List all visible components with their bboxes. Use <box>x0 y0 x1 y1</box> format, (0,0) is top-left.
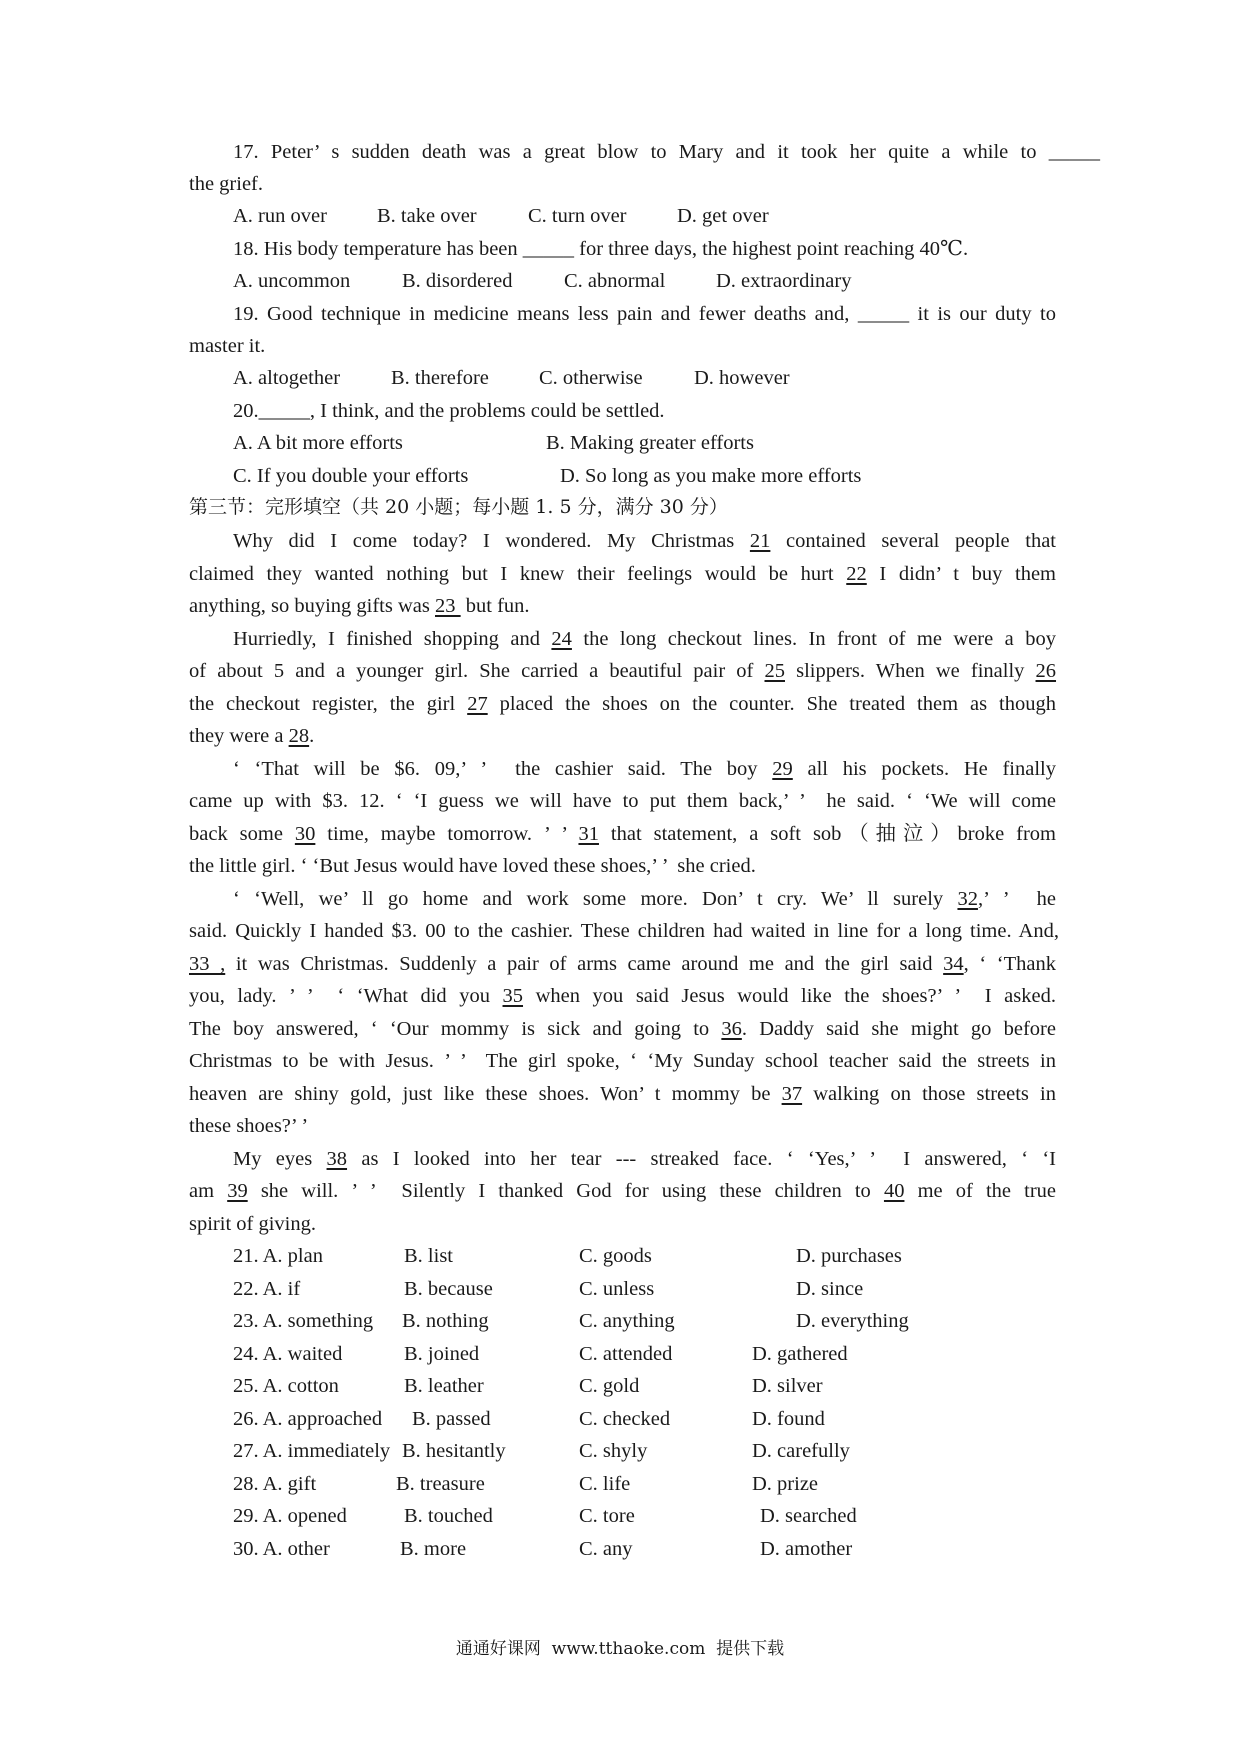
blank-27: 27 <box>467 693 488 715</box>
passage-line: ‘ ‘Well, we’ ll go home and work some more. Don’ t cry. We’ ll surely 32,’ ’ he <box>233 888 1056 910</box>
cloze-option: 22. A. if <box>233 1278 301 1300</box>
passage-line: they were a 28. <box>189 725 315 747</box>
cloze-option: C. life <box>579 1473 631 1495</box>
cloze-option: 29. A. opened <box>233 1505 347 1527</box>
cloze-option: C. checked <box>579 1408 671 1430</box>
cloze-option: B. treasure <box>396 1473 485 1495</box>
passage-line: anything, so buying gifts was 23 but fun. <box>189 595 530 617</box>
question-19-option-b: B. therefore <box>391 367 489 389</box>
passage-line: Hurriedly, I finished shopping and 24 the long checkout lines. In front of me were a boy <box>233 628 1056 650</box>
question-18-option-b: B. disordered <box>402 270 513 292</box>
passage-line: said. Quickly I handed $3. 00 to the cashier. These children had waited in line for a long time. And, <box>189 920 1059 942</box>
question-17-stem-continued: the grief. <box>189 173 263 195</box>
passage-line: ‘ ‘That will be $6. 09,’ ’ the cashier said. The boy 29 all his pockets. He finally <box>233 758 1056 780</box>
cloze-option: B. touched <box>404 1505 493 1527</box>
passage-line: 33 , it was Christmas. Suddenly a pair of arms came around me and the girl said 34, ‘ ‘Thank <box>189 953 1056 975</box>
passage-line: of about 5 and a younger girl. She carried a beautiful pair of 25 slippers. When we finally 26 <box>189 660 1057 682</box>
cloze-option: 30. A. other <box>233 1538 330 1560</box>
blank-32: 32 <box>957 888 978 910</box>
passage-line: am 39 she will. ’ ’ Silently I thanked God for using these children to 40 me of the true <box>189 1180 1057 1202</box>
cloze-option: 21. A. plan <box>233 1245 323 1267</box>
cloze-option: B. hesitantly <box>402 1440 506 1462</box>
cloze-option: 23. A. something <box>233 1310 374 1332</box>
blank-36: 36 <box>721 1018 742 1040</box>
section-heading: 第三节：完形填空（共 20 小题；每小题 1. 5 分，满分 30 分） <box>189 496 728 518</box>
cloze-option: B. more <box>400 1538 467 1560</box>
cloze-option: B. because <box>404 1278 493 1300</box>
cloze-option: C. unless <box>579 1278 655 1300</box>
cloze-option: B. nothing <box>402 1310 489 1332</box>
cloze-option: C. anything <box>579 1310 675 1332</box>
cloze-option: D. everything <box>796 1310 909 1332</box>
blank-22: 22 <box>846 563 867 585</box>
cloze-option: 27. A. immediately <box>233 1440 391 1462</box>
passage-line: the checkout register, the girl 27 placed the shoes on the counter. She treated them as though <box>189 693 1056 715</box>
cloze-option: D. found <box>752 1408 825 1430</box>
cloze-option: C. attended <box>579 1343 673 1365</box>
cloze-option: C. shyly <box>579 1440 648 1462</box>
cloze-option: D. prize <box>752 1473 819 1495</box>
question-17-option-d: D. get over <box>677 205 769 227</box>
question-19-stem-continued: master it. <box>189 335 266 357</box>
passage-line: claimed they wanted nothing but I knew their feelings would be hurt 22 I didn’ t buy them <box>189 563 1057 585</box>
cloze-option: B. passed <box>412 1408 491 1430</box>
blank-31: 31 <box>578 823 599 845</box>
cloze-option: 26. A. approached <box>233 1408 383 1430</box>
passage-line: back some 30 time, maybe tomorrow. ’ ’ 31 that statement, a soft sob（抽泣）broke from <box>189 823 1056 845</box>
question-20-option-c: C. If you double your efforts <box>233 465 469 487</box>
cloze-option: D. gathered <box>752 1343 848 1365</box>
cloze-option: C. gold <box>579 1375 640 1397</box>
passage-line: My eyes 38 as I looked into her tear --- streaked face. ‘ ‘Yes,’ ’ I answered, ‘ ‘I <box>233 1148 1056 1170</box>
page-footer: 通通好课网 www.tthaoke.com 提供下载 <box>455 1639 785 1659</box>
cloze-option: B. joined <box>404 1343 480 1365</box>
passage-line: The boy answered, ‘ ‘Our mommy is sick and going to 36. Daddy said she might go before <box>189 1018 1056 1040</box>
question-19-option-d: D. however <box>694 367 790 389</box>
blank-24: 24 <box>551 628 572 650</box>
passage-line: you, lady. ’ ’ ‘ ‘What did you 35 when you said Jesus would like the shoes?’ ’ I asked. <box>189 985 1056 1007</box>
blank-29: 29 <box>772 758 793 780</box>
passage-line: these shoes?’ ’ <box>189 1115 309 1137</box>
passage-line: Why did I come today? I wondered. My Christmas 21 contained several people that <box>233 530 1056 552</box>
cloze-option: D. silver <box>752 1375 823 1397</box>
question-19-stem: 19. Good technique in medicine means less pain and fewer deaths and, _____ it is our duty to <box>233 303 1056 325</box>
blank-25: 25 <box>764 660 785 682</box>
blank-34: 34 <box>943 953 964 975</box>
blank-37: 37 <box>781 1083 803 1105</box>
question-17-option-b: B. take over <box>377 205 477 227</box>
question-17-option-c: C. turn over <box>528 205 627 227</box>
question-20-option-d: D. So long as you make more efforts <box>560 465 862 487</box>
cloze-option: C. goods <box>579 1245 652 1267</box>
blank-33: 33 , <box>189 953 226 975</box>
passage-line: heaven are shiny gold, just like these shoes. Won’ t mommy be 37 walking on those streets in <box>189 1083 1056 1105</box>
question-19-option-c: C. otherwise <box>539 367 643 389</box>
question-17-stem: 17. Peter’ s sudden death was a great blow to Mary and it took her quite a while to _____ <box>233 141 1100 163</box>
cloze-option: B. list <box>404 1245 453 1267</box>
cloze-option: C. any <box>579 1538 633 1560</box>
cloze-option: D. since <box>796 1278 864 1300</box>
question-20-option-b: B. Making greater efforts <box>546 432 754 454</box>
question-17-option-a: A. run over <box>233 205 327 227</box>
passage-line: spirit of giving. <box>189 1213 316 1235</box>
cloze-option: 25. A. cotton <box>233 1375 339 1397</box>
passage-line: the little girl. ‘ ‘But Jesus would have loved these shoes,’ ’ she cried. <box>189 855 756 877</box>
question-18-option-a: A. uncommon <box>233 270 351 292</box>
cloze-option: 24. A. waited <box>233 1343 343 1365</box>
cloze-option: D. searched <box>760 1505 857 1527</box>
blank-28: 28 <box>288 725 310 747</box>
blank-35: 35 <box>502 985 524 1007</box>
passage-line: Christmas to be with Jesus. ’ ’ The girl spoke, ‘ ‘My Sunday school teacher said the streets in <box>189 1050 1056 1072</box>
blank-39: 39 <box>227 1180 248 1202</box>
cloze-option: D. purchases <box>796 1245 902 1267</box>
question-18-option-d: D. extraordinary <box>716 270 852 292</box>
cloze-option: C. tore <box>579 1505 635 1527</box>
question-19-option-a: A. altogether <box>233 367 341 389</box>
question-18-option-c: C. abnormal <box>564 270 666 292</box>
blank-21: 21 <box>749 530 771 552</box>
cloze-option: B. leather <box>404 1375 484 1397</box>
blank-38: 38 <box>326 1148 348 1170</box>
blank-40: 40 <box>883 1180 905 1202</box>
blank-30: 30 <box>294 823 316 845</box>
question-20-option-a: A. A bit more efforts <box>233 432 403 454</box>
passage-line: came up with $3. 12. ‘ ‘I guess we will have to put them back,’ ’ he said. ‘ ‘We will come <box>189 790 1056 812</box>
cloze-option: D. amother <box>760 1538 853 1560</box>
cloze-option: 28. A. gift <box>233 1473 317 1495</box>
blank-26: 26 <box>1035 660 1057 682</box>
cloze-option: D. carefully <box>752 1440 850 1462</box>
question-20-stem: 20._____, I think, and the problems could be settled. <box>233 400 665 422</box>
blank-23: 23 <box>435 595 461 617</box>
question-18-stem: 18. His body temperature has been _____ for three days, the highest point reaching 40℃. <box>233 238 969 260</box>
